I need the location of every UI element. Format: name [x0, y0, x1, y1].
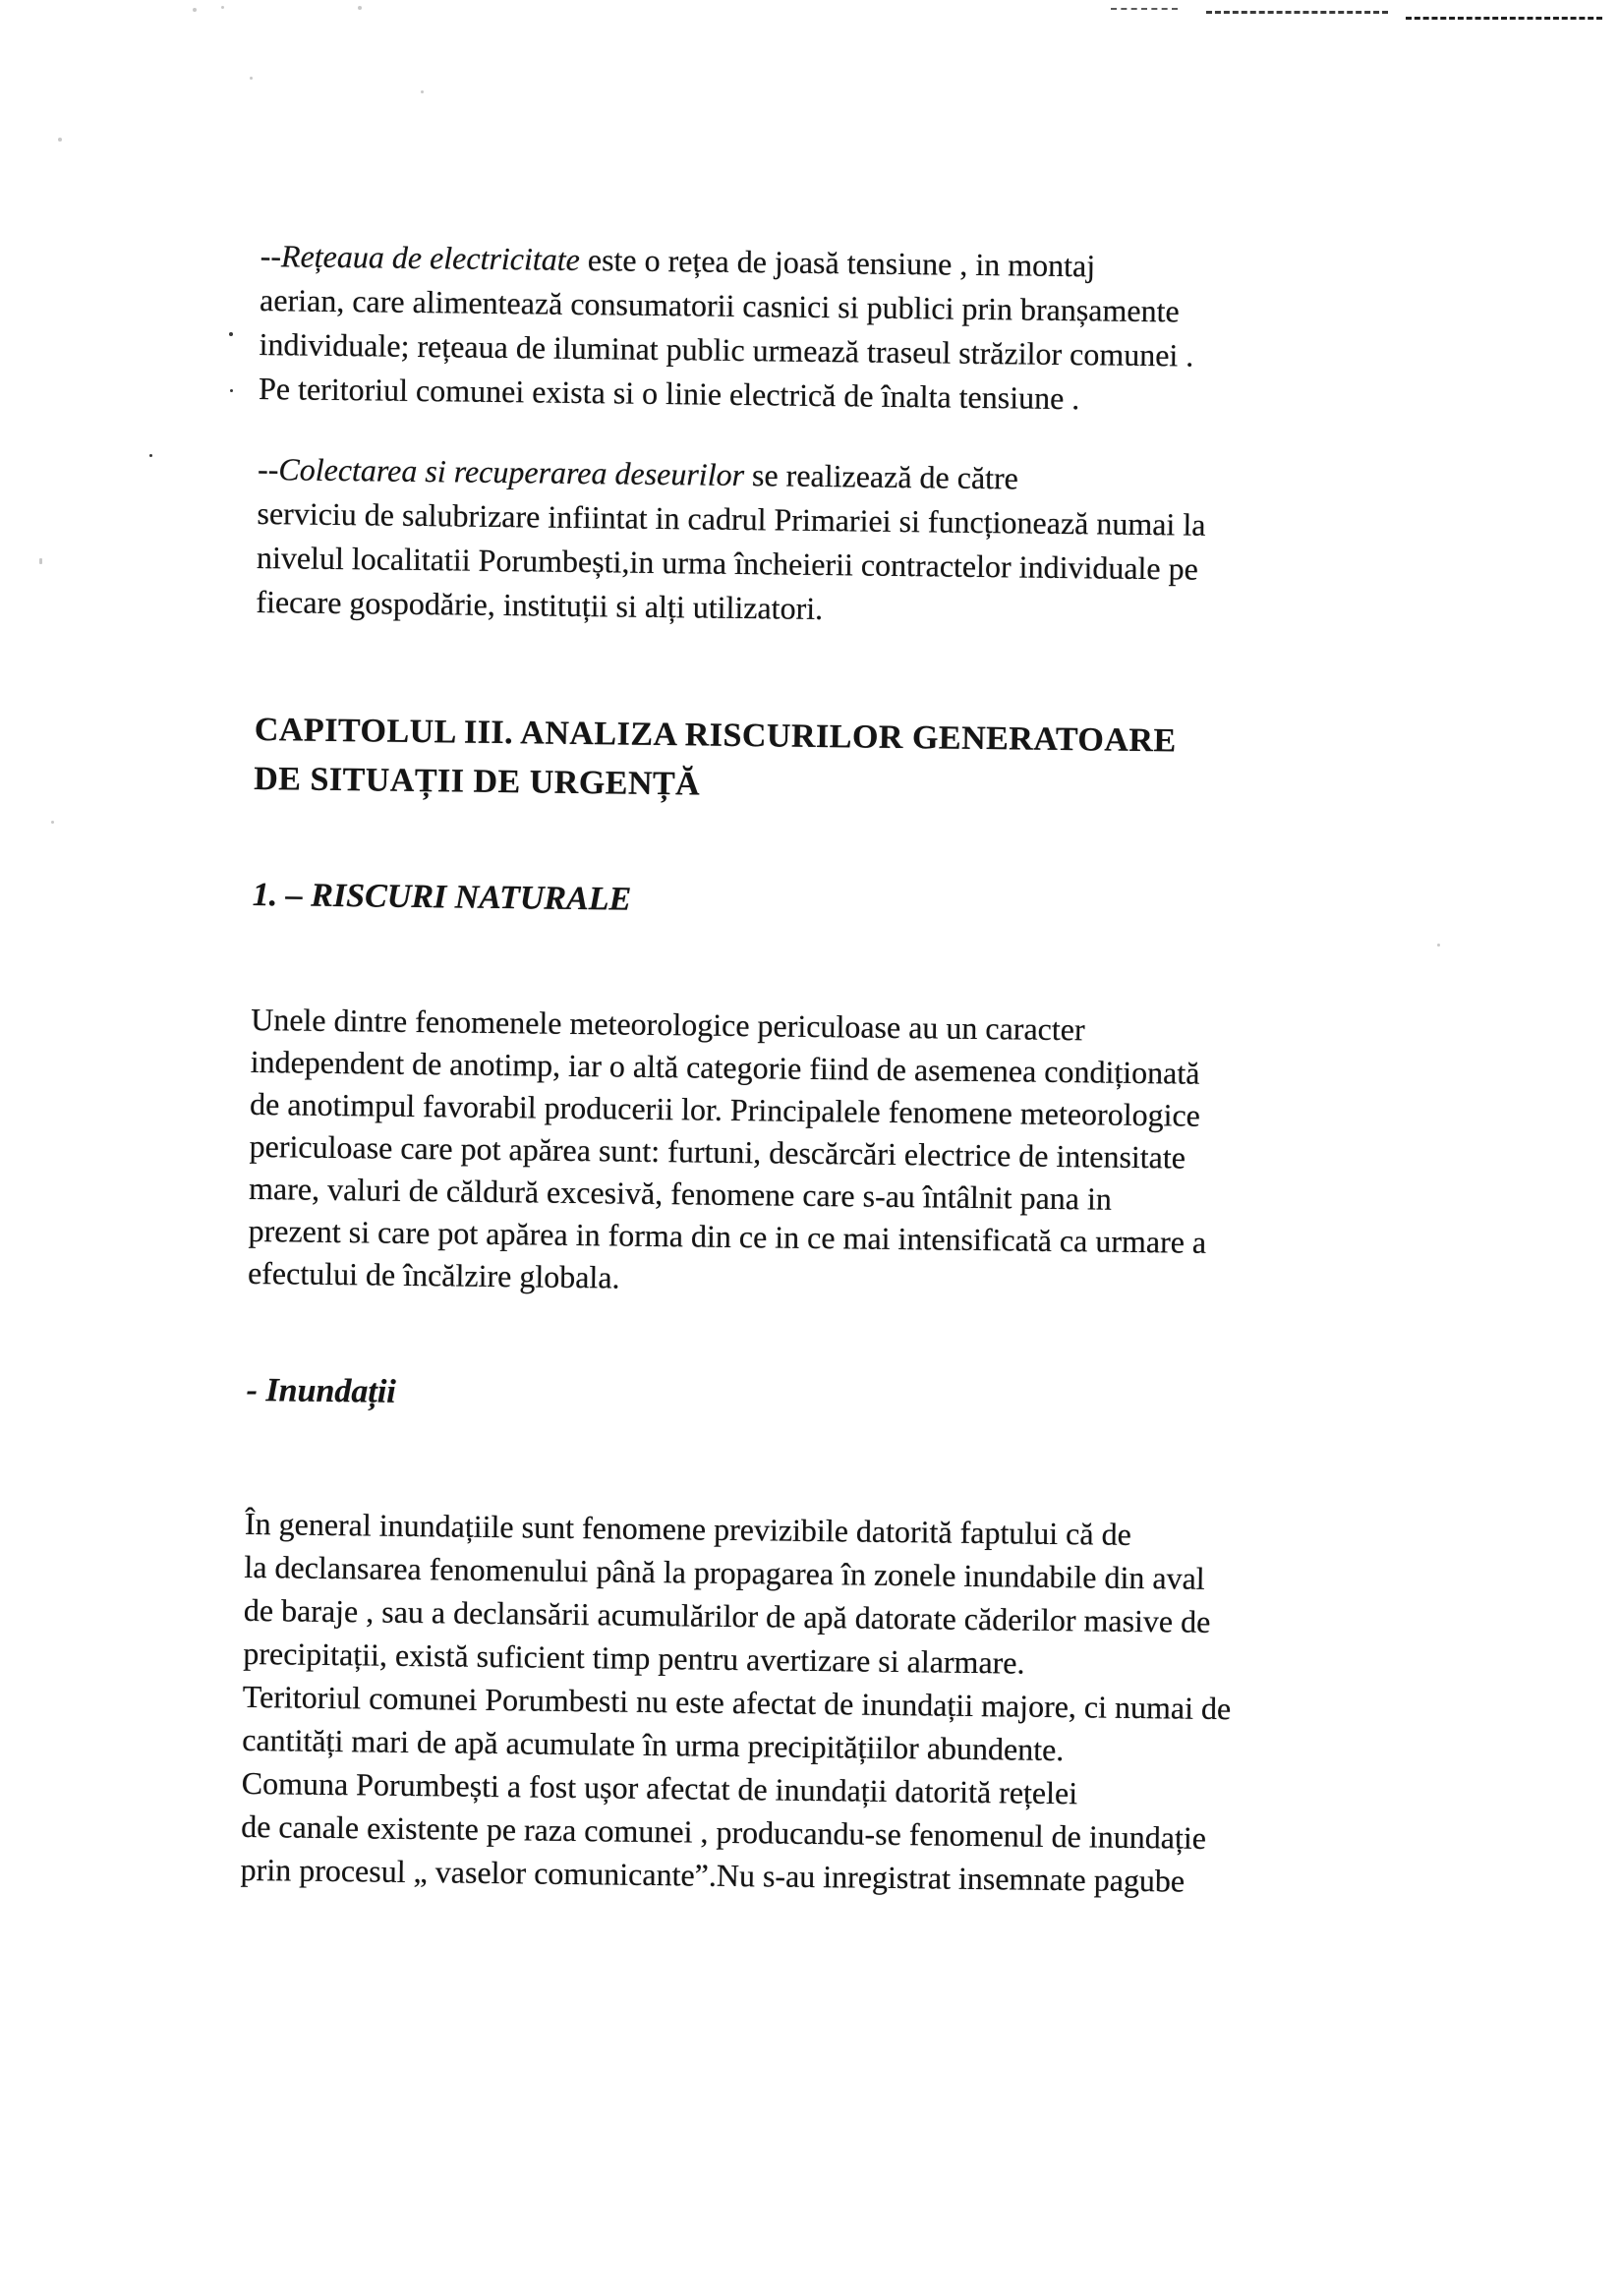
paragraph-lines: Unele dintre fenomenele meteorologice periculoase au un caracter independent de anotimp, iar o altă categorie fiind de asemenea condiționată de anotimpul favorabil producerii lor. Principalele fenomene meteorologice periculoase care pot apărea sunt: furtuni, descărcări electrice de intensitate mare, valuri de căldură excesivă, fenomene care s-au întâlnit pana in prezent si care pot apărea in forma din ce in ce mai intensificată ca urmare a efectului de încălzire globala. [247, 1001, 1207, 1295]
scan-speck [421, 90, 424, 93]
scan-speck [149, 454, 152, 457]
paragraph-lines: serviciu de salubrizare infiintat in cadrul Primariei si funcționează numai la nivelul localitatii Porumbești,in urma încheierii contractelor individuale pe fiecare gospodărie, instituții si alți utilizatori. [256, 494, 1206, 627]
chapter-heading [254, 706, 1444, 819]
subheading-floods: - Inundații [246, 1371, 396, 1410]
document-content [240, 234, 1450, 1906]
paragraph-waste-collection [256, 447, 1447, 639]
scan-dash-line [1111, 8, 1178, 10]
scan-speck [39, 558, 42, 564]
scan-speck [358, 6, 362, 10]
chapter-heading-lines: CAPITOLUL III. ANALIZA RISCURILOR GENERATOARE DE SITUAȚII DE URGENȚĂ [253, 711, 1177, 803]
scan-speck [229, 332, 233, 336]
paragraph-lines: În general inundațiile sunt fenomene previzibile datorită faptului că de la declansarea fenomenului până la propagarea în zonele inundabile din aval de baraje , sau a declansării acumulărilor de apă datorate căderilor masive de precipitații, există suficient timp pentru avertizare si alarmare. Teritoriul comunei Porumbesti nu este afectat de inundații majore, ci numai de cantități mari de apă acumulate în urma precipitățiilor abundente. Comuna Porumbești a fost ușor afectat de inundații datorită rețelei de canale existente pe raza comunei , producandu-se fenomenul de inundație prin procesul „ vaselor comunicante”.Nu s-au inregistrat insemnate pagube [240, 1505, 1232, 1899]
scan-speck [230, 389, 233, 392]
paragraph-electricity-network [259, 234, 1450, 426]
scan-dash-line [1206, 11, 1388, 14]
paragraph-first-line: se realizează de către [743, 457, 1019, 496]
paragraph-first-line: este o rețea de joasă tensiune , in montaj [579, 241, 1096, 284]
section-heading-natural-risks: 1. – RISCURI NATURALE [252, 876, 632, 918]
paragraph-lead-italic: --Rețeaua de electricitate [260, 237, 581, 277]
paragraph-meteo-phenomena [248, 999, 1441, 1309]
scan-speck [51, 821, 54, 824]
scan-speck [193, 8, 197, 12]
scan-speck [58, 138, 62, 142]
paragraph-lead-italic: --Colectarea si recuperarea deseurilor [257, 450, 745, 493]
scan-speck [250, 77, 253, 80]
scan-dash-line [1406, 17, 1602, 20]
paragraph-lines: aerian, care alimentează consumatorii casnici si publici prin branșamente individuale; rețeaua de iluminat public urmează traseul străzilor comunei . Pe teritoriul comunei exista si o linie electrică de înalta tensiune . [258, 281, 1194, 417]
scan-speck [221, 6, 224, 9]
paragraph-floods [240, 1502, 1434, 1906]
